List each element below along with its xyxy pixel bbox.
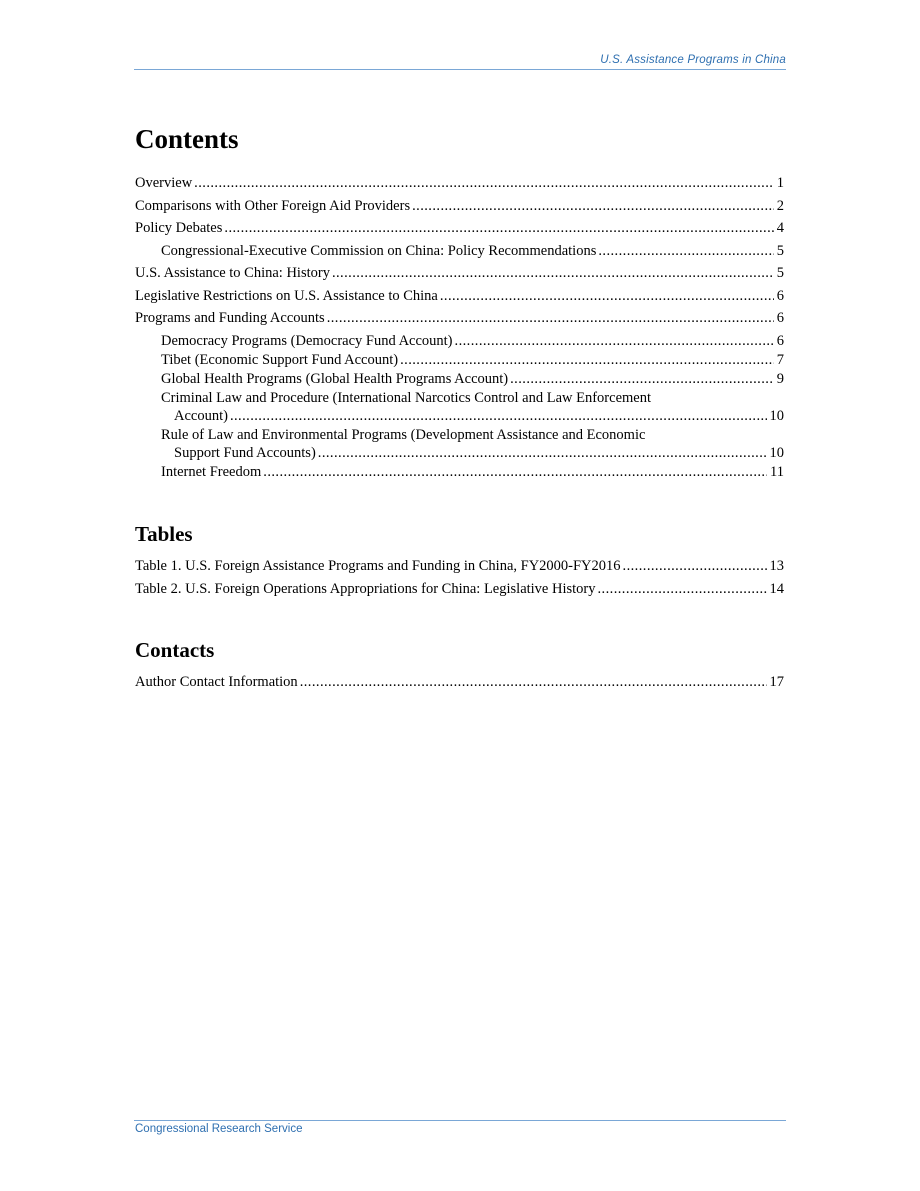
toc-entry-page: 13 xyxy=(769,558,784,574)
tables-heading: Tables xyxy=(135,522,193,546)
dot-leader xyxy=(623,557,767,575)
toc-entry-page: 11 xyxy=(770,463,784,480)
dot-leader xyxy=(318,444,767,462)
toc-entry-title: Table 2. U.S. Foreign Operations Appropriations for China: Legislative History xyxy=(135,580,596,597)
footer-rule xyxy=(134,1120,786,1121)
toc-entry-page: 7 xyxy=(776,351,784,368)
toc-entry[interactable] xyxy=(135,174,784,192)
toc-entry-title: U.S. Assistance to China: History xyxy=(135,265,330,281)
footer-organization: Congressional Research Service xyxy=(135,1123,303,1135)
toc-entry[interactable] xyxy=(135,264,784,282)
toc-entry-title-continued: Account) xyxy=(174,407,228,424)
toc-entry-page: 5 xyxy=(776,242,784,259)
toc-entry-title: Democracy Programs (Democracy Fund Account) xyxy=(161,332,453,349)
toc-entry-page: 6 xyxy=(776,287,784,304)
dot-leader xyxy=(412,197,774,215)
toc-subentry[interactable] xyxy=(135,332,784,350)
toc-entry[interactable] xyxy=(135,673,784,691)
toc-entry-title: Congressional-Executive Commission on China: Policy Recommendations xyxy=(161,242,597,259)
toc-entry-title: Global Health Programs (Global Health Programs Account) xyxy=(161,370,509,387)
toc-entry-title: Programs and Funding Accounts xyxy=(135,310,325,326)
toc-entry[interactable] xyxy=(135,309,784,327)
toc-entry-title: Overview xyxy=(135,175,193,191)
toc-entry-page: 10 xyxy=(769,444,784,461)
toc-entry[interactable] xyxy=(135,197,784,215)
toc-entry-title: Rule of Law and Environmental Programs (Development Assistance and Economic xyxy=(161,426,646,443)
toc-entry-title: Comparisons with Other Foreign Aid Providers xyxy=(135,197,411,214)
contacts-heading: Contacts xyxy=(135,638,215,662)
dot-leader xyxy=(455,332,774,350)
toc-entry-title: Legislative Restrictions on U.S. Assistance to China xyxy=(135,287,438,304)
toc-entry[interactable] xyxy=(135,219,784,237)
toc-entry-title: Policy Debates xyxy=(135,220,223,236)
toc-entry-page: 2 xyxy=(776,197,784,214)
dot-leader xyxy=(224,219,773,237)
dot-leader xyxy=(194,174,774,192)
contents-heading: Contents xyxy=(135,124,239,154)
toc-entry-page: 6 xyxy=(776,332,784,349)
toc-entry[interactable] xyxy=(135,557,784,575)
contents-list xyxy=(135,174,784,482)
toc-subentry[interactable] xyxy=(135,370,784,388)
dot-leader xyxy=(598,242,773,260)
toc-entry-page: 1 xyxy=(776,175,784,191)
toc-subentry[interactable] xyxy=(135,242,784,260)
toc-entry-page: 17 xyxy=(769,674,784,690)
toc-entry-page: 6 xyxy=(776,310,784,326)
toc-entry-title: Tibet (Economic Support Fund Account) xyxy=(161,351,399,368)
dot-leader xyxy=(400,351,774,369)
toc-entry-page: 10 xyxy=(769,407,784,424)
dot-leader xyxy=(510,370,774,388)
header-rule xyxy=(134,69,786,70)
dot-leader xyxy=(263,463,767,481)
toc-entry-page: 9 xyxy=(776,370,784,387)
toc-entry[interactable] xyxy=(135,580,784,598)
tables-list xyxy=(135,557,784,602)
toc-entry[interactable] xyxy=(135,287,784,305)
toc-subentry[interactable] xyxy=(135,389,784,425)
dot-leader xyxy=(598,580,767,598)
dot-leader xyxy=(300,673,767,691)
toc-entry-page: 5 xyxy=(776,265,784,281)
toc-entry-title: Internet Freedom xyxy=(161,463,262,480)
toc-entry-page: 14 xyxy=(769,580,784,597)
dot-leader xyxy=(332,264,774,282)
dot-leader xyxy=(440,287,774,305)
toc-entry-title: Table 1. U.S. Foreign Assistance Programs and Funding in China, FY2000-FY2016 xyxy=(135,558,621,574)
dot-leader xyxy=(230,407,767,425)
dot-leader xyxy=(327,309,774,327)
contacts-list xyxy=(135,673,784,696)
toc-entry-title: Criminal Law and Procedure (International Narcotics Control and Law Enforcement xyxy=(161,389,652,406)
running-header: U.S. Assistance Programs in China xyxy=(600,54,786,66)
toc-subentry[interactable] xyxy=(135,426,784,462)
toc-subentry[interactable] xyxy=(135,351,784,369)
toc-entry-page: 4 xyxy=(776,220,784,236)
toc-subentry[interactable] xyxy=(135,463,784,481)
toc-entry-title-continued: Support Fund Accounts) xyxy=(174,444,316,461)
toc-entry-title: Author Contact Information xyxy=(135,674,298,690)
